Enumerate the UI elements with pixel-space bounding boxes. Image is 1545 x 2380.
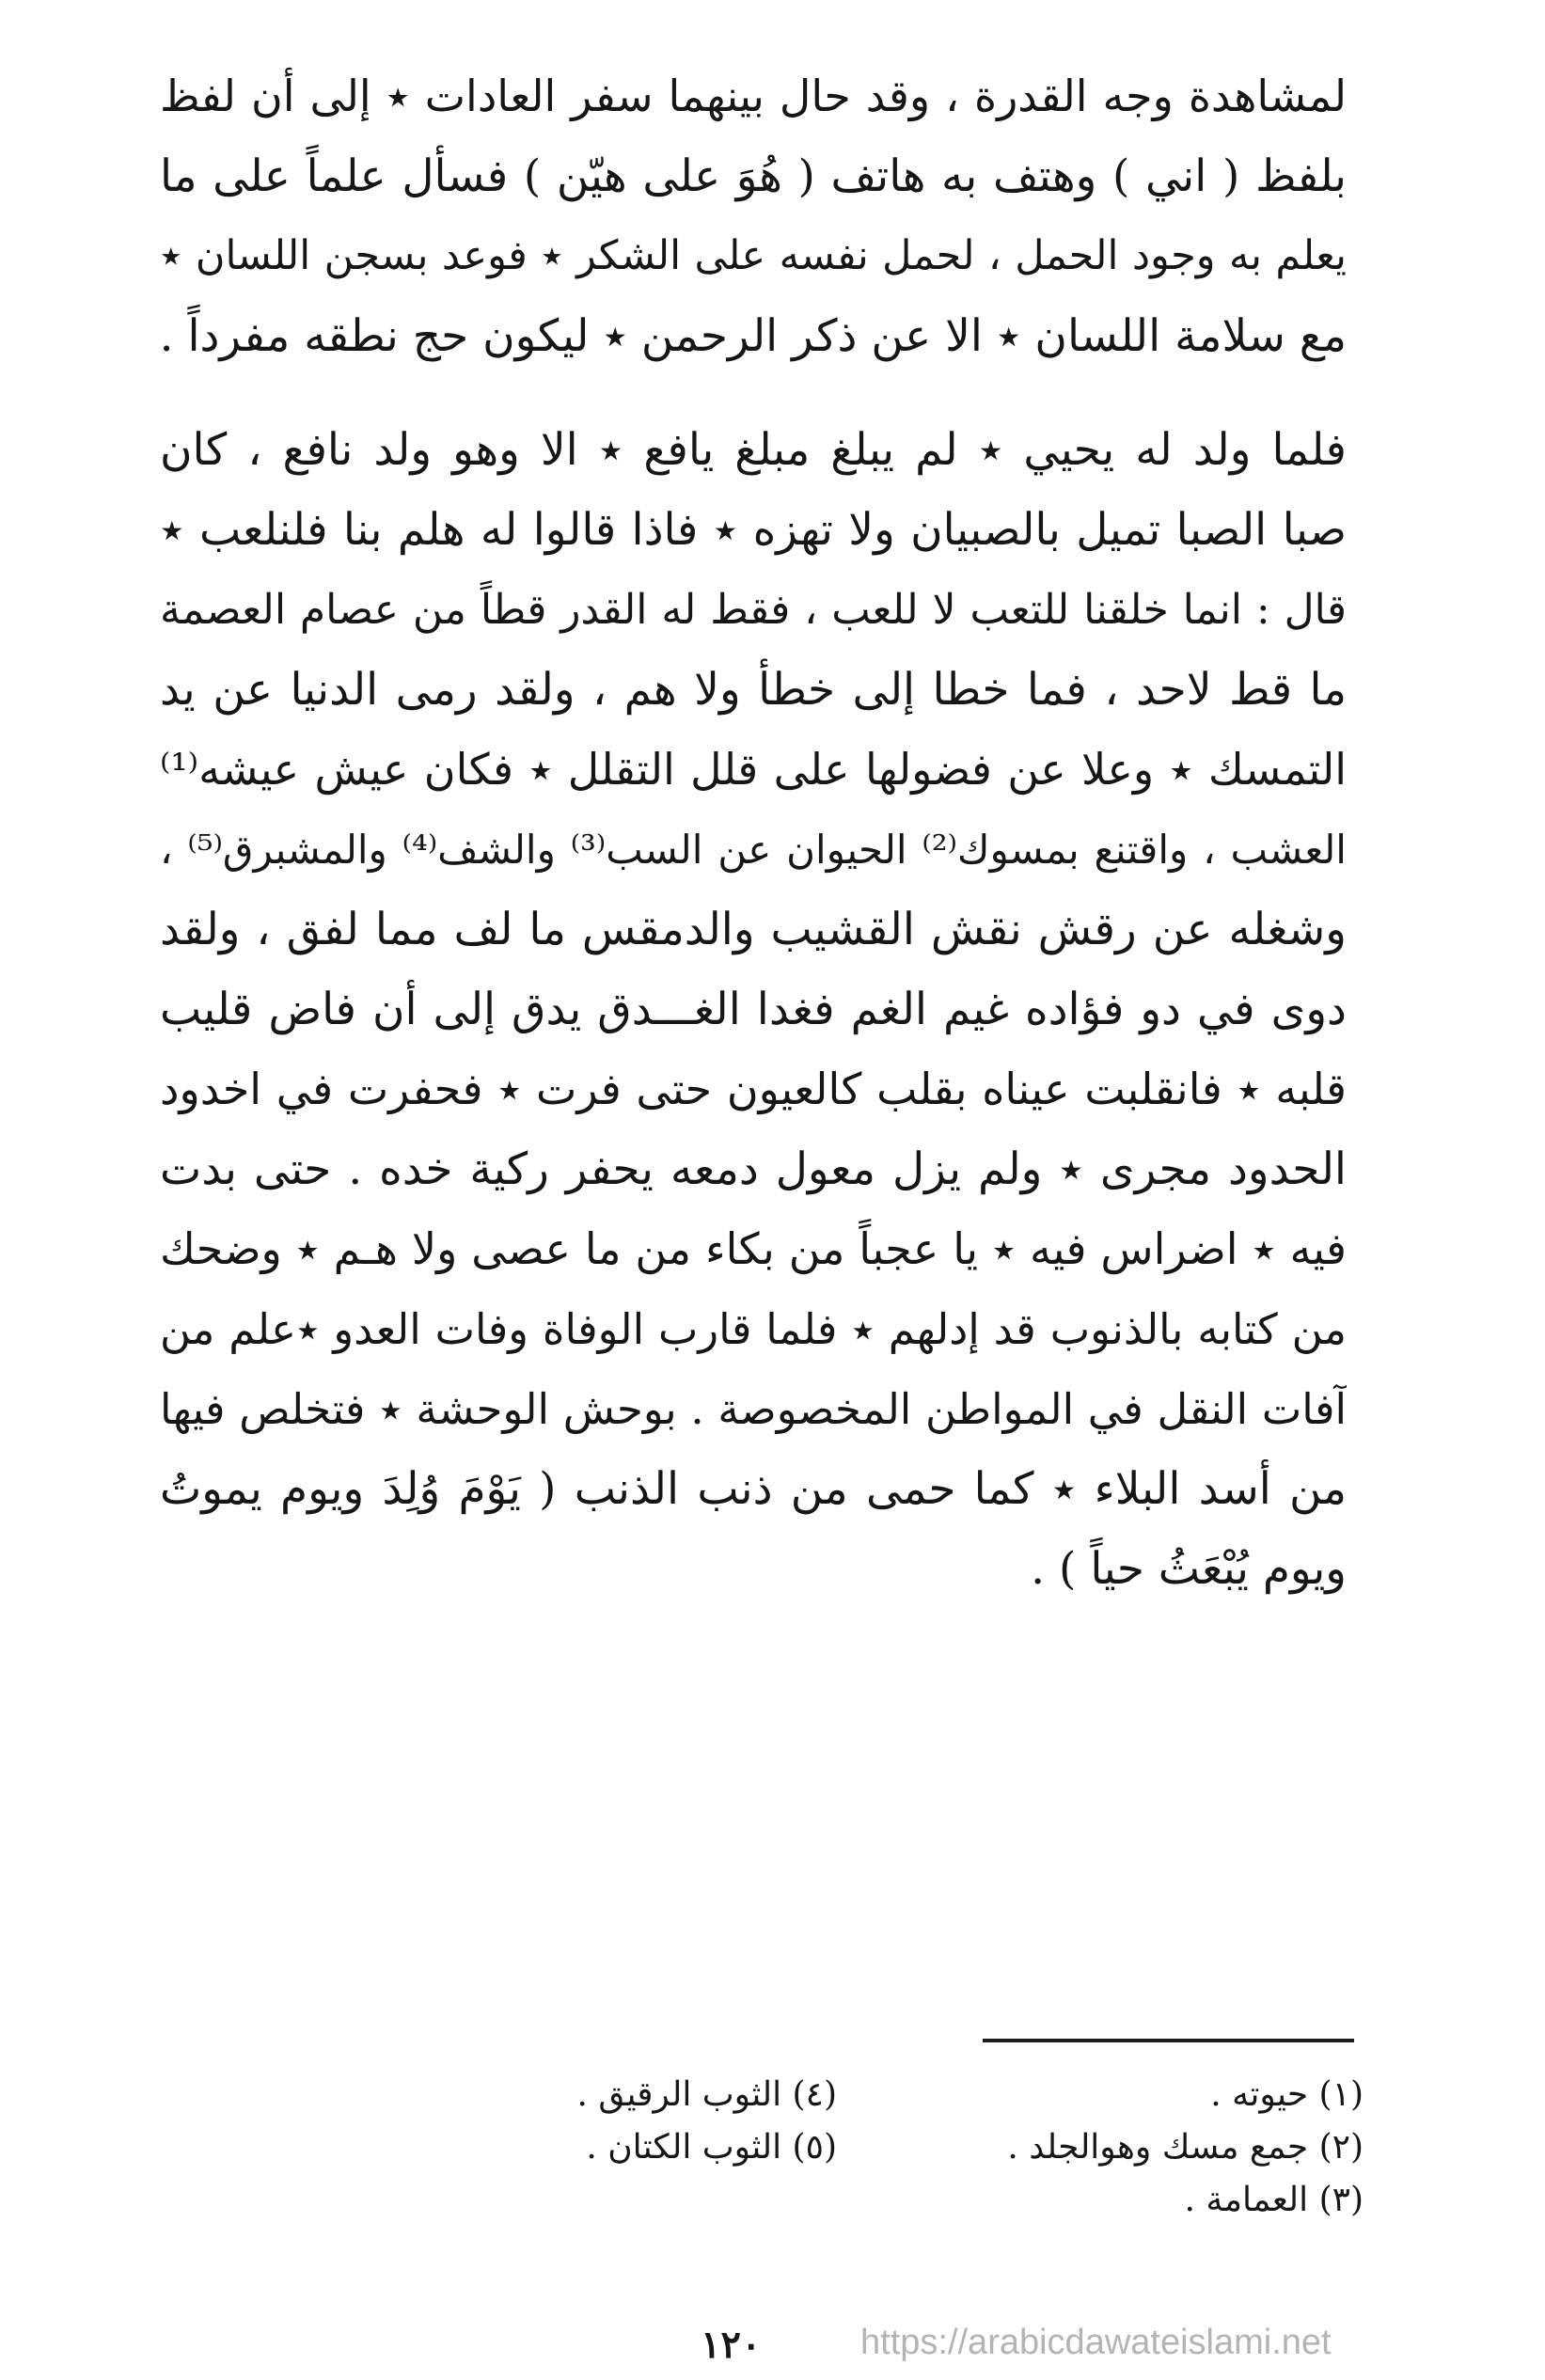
text-line: من أسد البلاء ٭ كما حمى من ذنب الذنب ( يَوْمَ وُلِدَ ويوم يموتُ (160, 1463, 1347, 1515)
text-line: فيه ٭ اضراس فيه ٭ يا عجباً من بكاء من ما عصى ولا هـم ٭ وضحك (160, 1223, 1347, 1274)
paragraph-1 (160, 56, 1347, 376)
page-number: ١٢٠ (701, 2323, 762, 2367)
source-url-watermark: https://arabicdawateislami.net (860, 2323, 1332, 2362)
footnote-divider (983, 2039, 1354, 2042)
footnote-3: (٣) العمامة . (1184, 2181, 1364, 2219)
text-line: بلفظ ( اني ) وهتف به هاتف ( هُوَ على هيّن ) فسأل علماً على ما (160, 150, 1347, 202)
text-line: العشب ، واقتنع بمسوك⁽²⁾ الحيوان عن السب⁽³⁾ والشف⁽⁴⁾ والمشبرق⁽⁵⁾ ، (160, 827, 1347, 873)
paragraph-2 (160, 410, 1347, 1609)
text-line: من كتابه بالذنوب قد إدلهم ٭ فلما قارب الوفاة وفات العدو ٭علم من (160, 1304, 1347, 1354)
text-line: فلما ولد له يحيي ٭ لم يبلغ مبلغ يافع ٭ الا وهو ولد نافع ، كان (160, 424, 1347, 476)
text-line: الحدود مجرى ٭ ولم يزل معول دمعه يحفر ركية خده . حتى بدت (160, 1143, 1347, 1195)
footnote-2: (٢) جمع مسك وهوالجلد . (1007, 2128, 1364, 2167)
text-line: لمشاهدة وجه القدرة ، وقد حال بينهما سفر العادات ٭ إلى أن لفظ (160, 71, 1347, 121)
text-line: وشغله عن رقش نقش القشيب والدمقس ما لف مما لفق ، ولقد (160, 904, 1347, 955)
footnote-4: (٤) الثوب الرقيق . (576, 2075, 837, 2114)
paragraph-gap (160, 376, 1347, 410)
text-line: آفات النقل في المواطن المخصوصة . بوحش الوحشة ٭ فتخلص فيها (160, 1384, 1347, 1434)
text-line: ما قط لاحد ، فما خطا إلى خطأ ولا هم ، ولقد رمى الدنيا عن يد (160, 664, 1347, 716)
text-line: قال : انما خلقنا للتعب لا للعب ، فقط له القدر قطاً من عصام العصمة (160, 586, 1347, 634)
footnote-5: (٥) الثوب الكتان . (586, 2128, 837, 2167)
footnotes-left-column (442, 2069, 837, 2174)
text-line: قلبه ٭ فانقلبت عيناه بقلب كالعيون حتى فرت ٭ فحفرت في اخدود (160, 1064, 1347, 1114)
footnotes-right-column (912, 2069, 1364, 2227)
text-line: دوى في دو فؤاده غيم الغم فغدا الغـــدق يدق إلى أن فاض قليب (160, 984, 1347, 1035)
footnote-1: (١) حيوته . (1210, 2075, 1364, 2114)
text-line: ويوم يُبْعَثُ حياً ) . (1031, 1543, 1347, 1595)
text-line: صبا الصبا تميل بالصبيان ولا تهزه ٭ فاذا قالوا له هلم بنا فلنلعب ٭ (160, 504, 1347, 556)
body-text (160, 56, 1347, 1609)
text-line: مع سلامة اللسان ٭ الا عن ذكر الرحمن ٭ ليكون حج نطقه مفرداً . (160, 310, 1347, 362)
text-line: يعلم به وجود الحمل ، لحمل نفسه على الشكر ٭ فوعد بسجن اللسان ٭ (160, 232, 1347, 279)
text-line: التمسك ٭ وعلا عن فضولها على قلل التقلل ٭ فكان عيش عيشه⁽¹⁾ (160, 744, 1347, 795)
